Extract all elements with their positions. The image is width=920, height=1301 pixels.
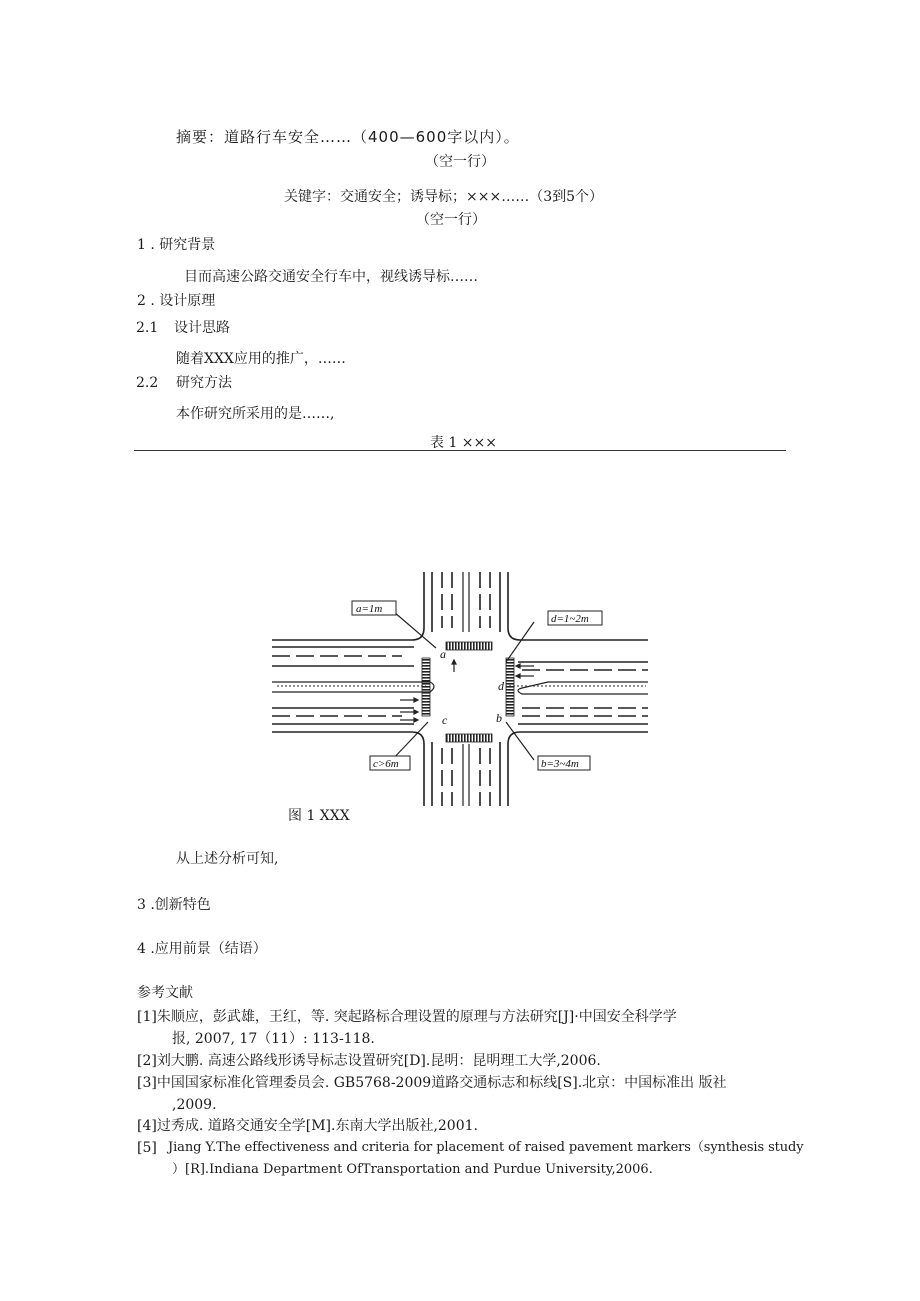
- letter-b: b: [496, 711, 502, 725]
- reference-3-line-2: ,2009.: [172, 1097, 217, 1113]
- label-c: c>6m: [373, 758, 399, 770]
- section-2-title: 2 . 设计原理: [137, 293, 216, 309]
- reference-2: [2]刘大鹏. 高速公路线形诱导标志设置研究[D].昆明：昆明理工大学,2006.: [137, 1053, 601, 1069]
- section-2-2-body: 本作研究所采用的是……,: [176, 406, 335, 422]
- letter-c: c: [442, 713, 448, 727]
- reference-4: [4]过秀成. 道路交通安全学[M].东南大学出版社,2001.: [137, 1118, 478, 1134]
- crosswalk-north: [446, 642, 492, 650]
- abstract-line: 摘要：道路行车安全……（400—600字以内）。: [176, 128, 520, 146]
- reference-5-line-2: ）[R].Indiana Department OfTransportation and Purdue University,2006.: [172, 1162, 653, 1177]
- blank-line-note-2: （空一行）: [416, 212, 486, 228]
- section-2-2-title: 研究方法: [176, 375, 232, 391]
- section-1-body: 目而高速公路交通安全行车中，视线诱导标……: [184, 269, 478, 285]
- blank-line-note-1: （空一行）: [425, 154, 495, 170]
- analysis-text: 从上述分析可知,: [176, 851, 279, 867]
- crosswalk-south: [446, 734, 492, 742]
- section-4-title: 4 .应用前景（结语）: [137, 941, 267, 957]
- reference-5-line-1: Jiang Y.The effectiveness and criteria for placement of raised pavement markers（synthesis study: [168, 1140, 804, 1155]
- road-edge-nw: [272, 572, 424, 640]
- reference-5-number: [5]: [137, 1140, 157, 1156]
- intersection-diagram: [272, 572, 648, 806]
- section-2-2-number: 2.2: [136, 375, 159, 391]
- section-2-1-title: 设计思路: [174, 320, 230, 336]
- section-3-title: 3 .创新特色: [137, 897, 211, 913]
- section-1-title: 1 . 研究背景: [137, 237, 216, 253]
- keywords-line: 关键字：交通安全；诱导标；×××……（3到5个）: [284, 189, 604, 205]
- table-top-rule: [134, 450, 786, 451]
- reference-3-line-1: [3]中国国家标准化管理委员会. GB5768-2009道路交通标志和标线[S].北京：中国标准出 版社: [137, 1075, 727, 1091]
- letter-a: a: [440, 647, 446, 661]
- label-b: b=3~4m: [541, 758, 579, 770]
- figure-caption: 图 1 XXX: [288, 808, 350, 824]
- label-a: a=1m: [356, 603, 383, 615]
- crosswalk-east: [506, 658, 514, 716]
- section-2-1-body: 随着XXX应用的推广，……: [176, 351, 346, 367]
- reference-1-line-1: [1]朱顺应，彭武雄，王红，等. 突起路标合理设置的原理与方法研究[J]·中国安全科学学: [137, 1009, 677, 1025]
- letter-d: d: [498, 679, 504, 693]
- label-d: d=1~2m: [551, 613, 589, 625]
- table-caption: 表 1 ×××: [430, 435, 497, 451]
- reference-1-line-2: 报, 2007, 17（11）: 113-118.: [172, 1031, 375, 1047]
- section-2-1-number: 2.1: [136, 320, 159, 336]
- references-title: 参考文献: [137, 985, 193, 1001]
- crosswalk-west: [422, 658, 430, 716]
